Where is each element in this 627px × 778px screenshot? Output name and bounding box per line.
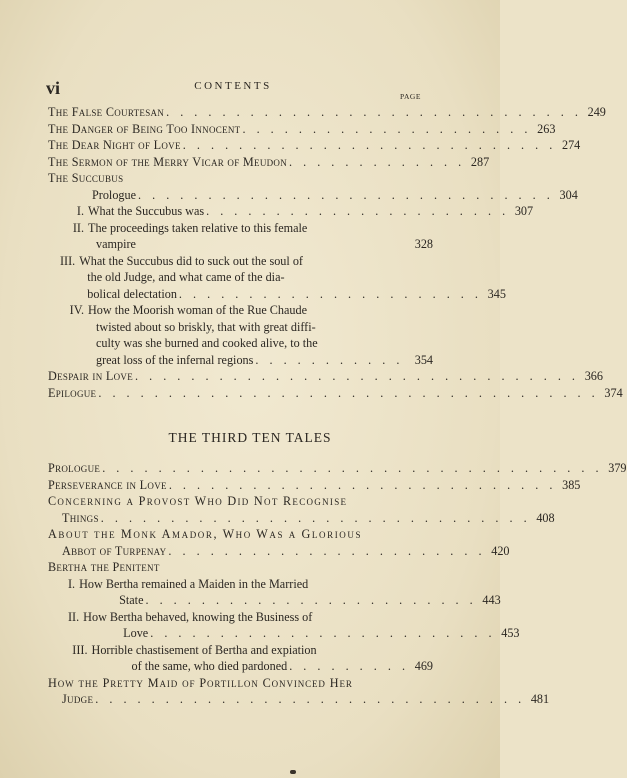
toc-entry: The False Courtesan . . . . . . . . . . . . . . . . . . . . . . . . . . . . . . 249 (48, 105, 606, 119)
toc-entry: The Dear Night of Love . . . . . . . . . . . . . . . . . . . . . . . . . . . 274 (48, 138, 581, 152)
toc-entry: The Succubus (48, 171, 124, 185)
page-folio: vi (46, 78, 61, 98)
toc-entry: Bertha the Penitent (48, 560, 160, 574)
toc-entry: The Sermon of the Merry Vicar of Meudon . . . . . . . . . . . . . 287 (48, 154, 490, 169)
toc-entry: Perseverance in Love . . . . . . . . . . . . . . . . . . . . . . . . . . . . 385 (48, 477, 581, 492)
ink-speck (290, 770, 296, 774)
page-header (46, 78, 420, 102)
toc-lower (48, 460, 627, 708)
page-column-label: PAGE (400, 92, 421, 101)
toc-entry: II. The proceedings taken relative to this female vampire 328 (72, 220, 433, 251)
toc-entry: III. What the Succubus did to suck out the soul of the old Judge, and what came of the dia- bolical delectation . . . . . . . . . . . . . . . . . . . . . . 345 (60, 253, 506, 301)
toc-entry: Prologue . . . . . . . . . . . . . . . . . . . . . . . . . . . . . . 304 (92, 187, 578, 202)
toc-entry: IV. How the Moorish woman of the Rue Chaude twisted about so briskly, that with great diffi- culty was she burned and cooked alive, to the great loss of the infernal regions . . . . . . . . . . . 354 (69, 303, 433, 367)
section-title: THE THIRD TEN TALES (168, 430, 332, 445)
page-title: CONTENTS (194, 80, 272, 92)
toc-entry: About the Monk Amador, Who Was a Glorious Abbot of Turpenay . . . . . . . . . . . . . . . . . . . . . . . 420 (48, 527, 510, 558)
toc-entry: Despair in Love . . . . . . . . . . . . . . . . . . . . . . . . . . . . . . . . 366 (48, 369, 603, 383)
toc-entry: Concerning a Provost Who Did Not Recognise Things . . . . . . . . . . . . . . . . . . . . . . . . . . . . . . . 408 (48, 494, 555, 525)
toc-entry: I. What the Succubus was . . . . . . . . . . . . . . . . . . . . . . 307 (76, 204, 534, 218)
toc-entry: I. How Bertha remained a Maiden in the Married State . . . . . . . . . . . . . . . . . . . . . . . . 443 (68, 576, 501, 607)
toc-entry: II. How Bertha behaved, knowing the Business of Love . . . . . . . . . . . . . . . . . . . . . . . . . 453 (68, 609, 520, 640)
toc-entry: Prologue . . . . . . . . . . . . . . . . . . . . . . . . . . . . . . . . . . . . 379 (48, 461, 627, 475)
toc-entry: How the Pretty Maid of Portillon Convinced Her Judge . . . . . . . . . . . . . . . . . . . . . . . . . . . . . . . 481 (48, 675, 550, 706)
toc-entry: The Danger of Being Too Innocent . . . . . . . . . . . . . . . . . . . . . 263 (48, 121, 556, 136)
toc-entry: Epilogue . . . . . . . . . . . . . . . . . . . . . . . . . . . . . . . . . . . . 374 (48, 385, 623, 400)
toc-entry: III. Horrible chastisement of Bertha and expiation of the same, who died pardoned . . . . . . . . . 469 (72, 642, 433, 673)
toc-upper (48, 104, 623, 401)
